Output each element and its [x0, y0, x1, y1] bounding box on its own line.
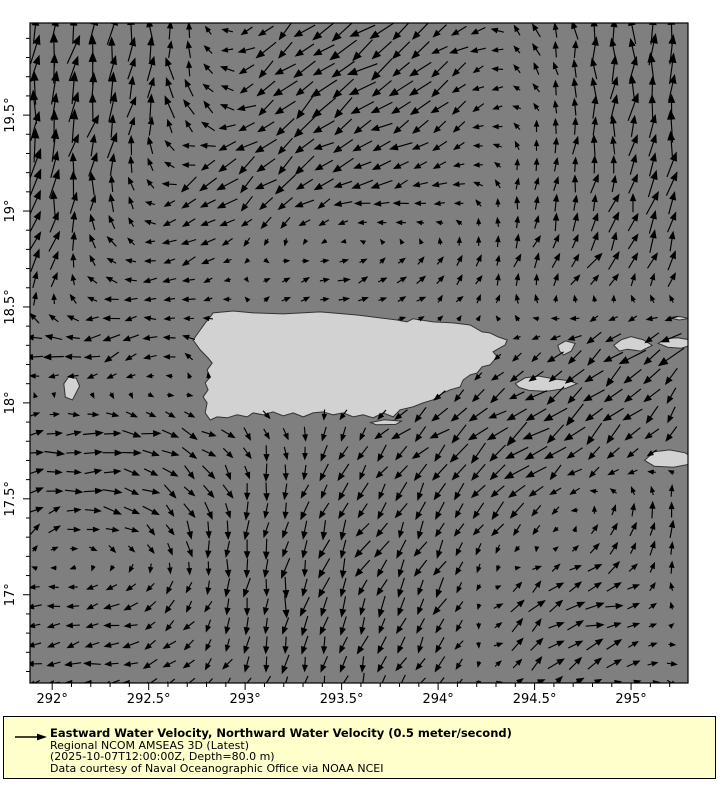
y-tick-label: 18° [3, 391, 18, 415]
legend-title: Eastward Water Velocity, Northward Water Velocity (0.5 meter/second) [50, 726, 512, 740]
x-tick-label: 292° [36, 692, 68, 707]
legend-time-depth-line: (2025-10-07T12:00:00Z, Depth=80.0 m) [50, 750, 275, 763]
x-tick-label: 294.5° [512, 692, 557, 707]
y-tick-label: 17.5° [3, 481, 18, 517]
y-tick-label: 18.5° [3, 289, 18, 325]
y-tick-label: 19° [3, 199, 18, 223]
x-tick-label: 293° [229, 692, 261, 707]
legend-reference-arrow-icon [14, 732, 48, 742]
legend-credit-line: Data courtesy of Naval Oceanographic Office via NOAA NCEI [50, 761, 384, 775]
y-tick-label: 19.5° [3, 97, 18, 133]
x-tick-label: 292.5° [126, 692, 171, 707]
legend [3, 716, 716, 779]
y-tick-label: 17° [3, 583, 18, 607]
legend-model-line: Regional NCOM AMSEAS 3D (Latest) [50, 738, 249, 752]
x-tick-label: 293.5° [319, 692, 364, 707]
x-tick-label: 295° [615, 692, 647, 707]
x-tick-label: 294° [422, 692, 454, 707]
